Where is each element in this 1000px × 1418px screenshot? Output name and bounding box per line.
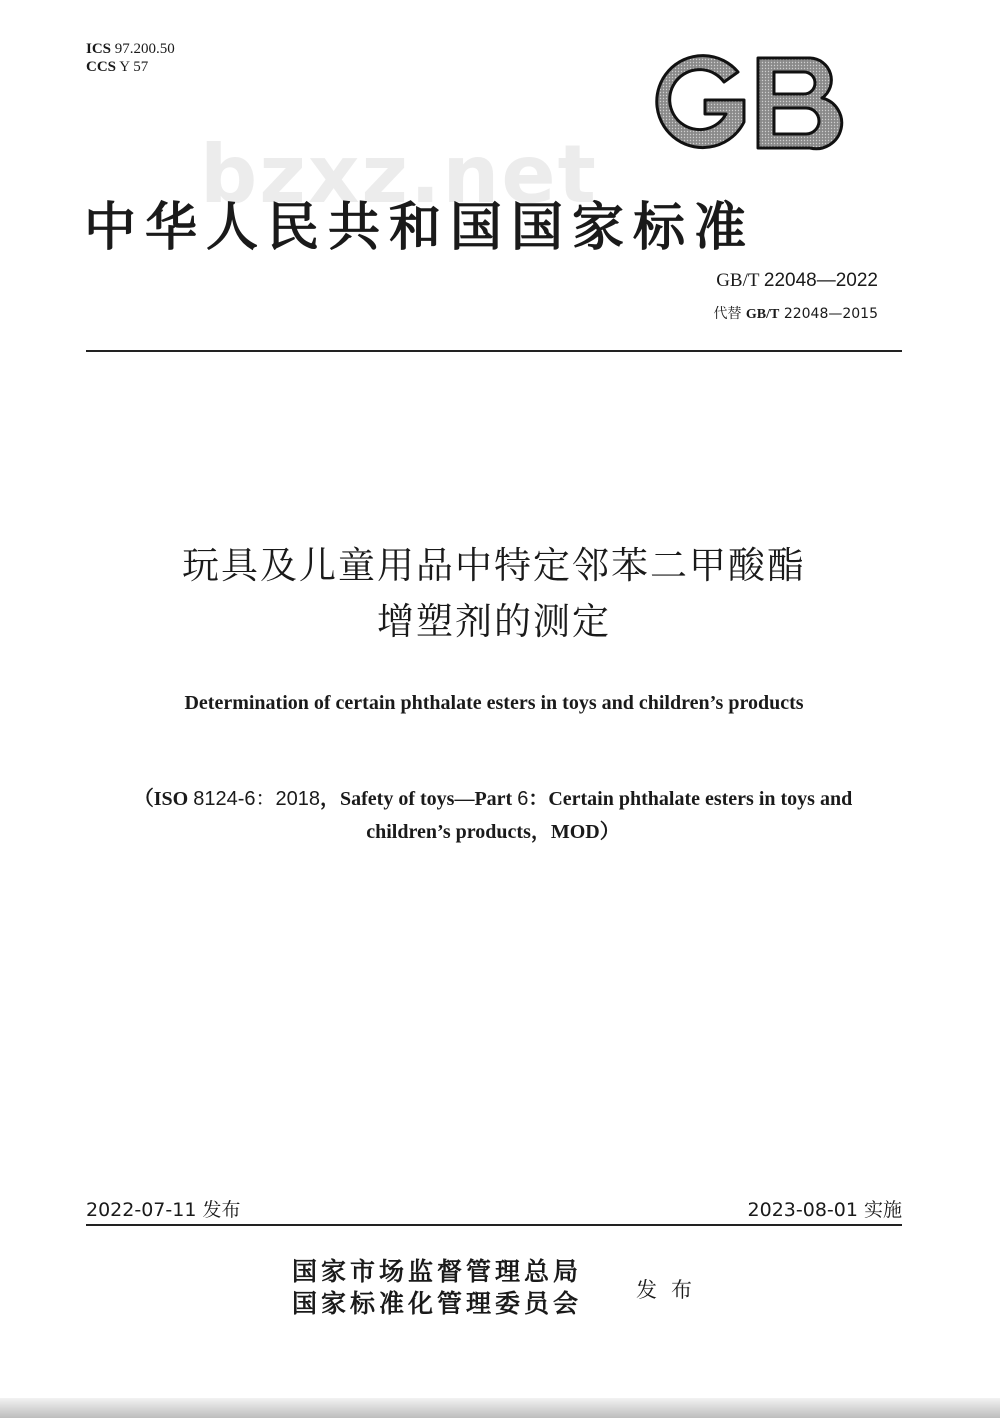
standard-code: 22048—2022 (763, 270, 878, 291)
issuer-samr: 国家市场监督管理总局 (292, 1257, 583, 1286)
page-bottom-edge (0, 1398, 1000, 1418)
replaces-standard: 代替 GB/T 22048—2015 (713, 306, 878, 322)
iso-reference-line1: （ISO 8124-6：2018，Safety of toys—Part 6：Certain phthalate esters in toys and (133, 788, 853, 810)
issuing-organizations (292, 1256, 582, 1320)
chinese-title (0, 538, 988, 650)
ics-code: ICS 97.200.50 (86, 41, 175, 57)
iso-reference-line2: children’s products，MOD） (366, 821, 620, 843)
english-title: Determination of certain phthalate esters in toys and children’s products (184, 692, 804, 714)
ccs-code: CCS Y 57 (86, 59, 149, 75)
implementation-date: 2023-08-01 实施 (747, 1199, 902, 1221)
footer-divider (86, 1224, 902, 1226)
issuer-sac: 国家标准化管理委员会 (292, 1289, 583, 1318)
classification-codes (86, 40, 175, 76)
national-standard-title: 中华人民共和国国家标准 (84, 198, 756, 258)
standard-number (716, 270, 878, 292)
ccs-value: Y 57 (119, 59, 149, 75)
chinese-title-line1: 玩具及儿童用品中特定邻苯二甲酸酯 (182, 544, 806, 587)
iso-reference (90, 783, 896, 849)
gb-logo-icon (650, 52, 850, 154)
issued-label: 发布 (636, 1278, 706, 1302)
watermark: bzxz.net (200, 128, 598, 221)
standard-prefix: GB/T (716, 270, 760, 291)
header-divider (86, 350, 902, 352)
chinese-title-line2: 增塑剂的测定 (377, 600, 611, 643)
ics-value: 97.200.50 (114, 41, 175, 57)
publish-date: 2022-07-11 发布 (86, 1199, 241, 1221)
